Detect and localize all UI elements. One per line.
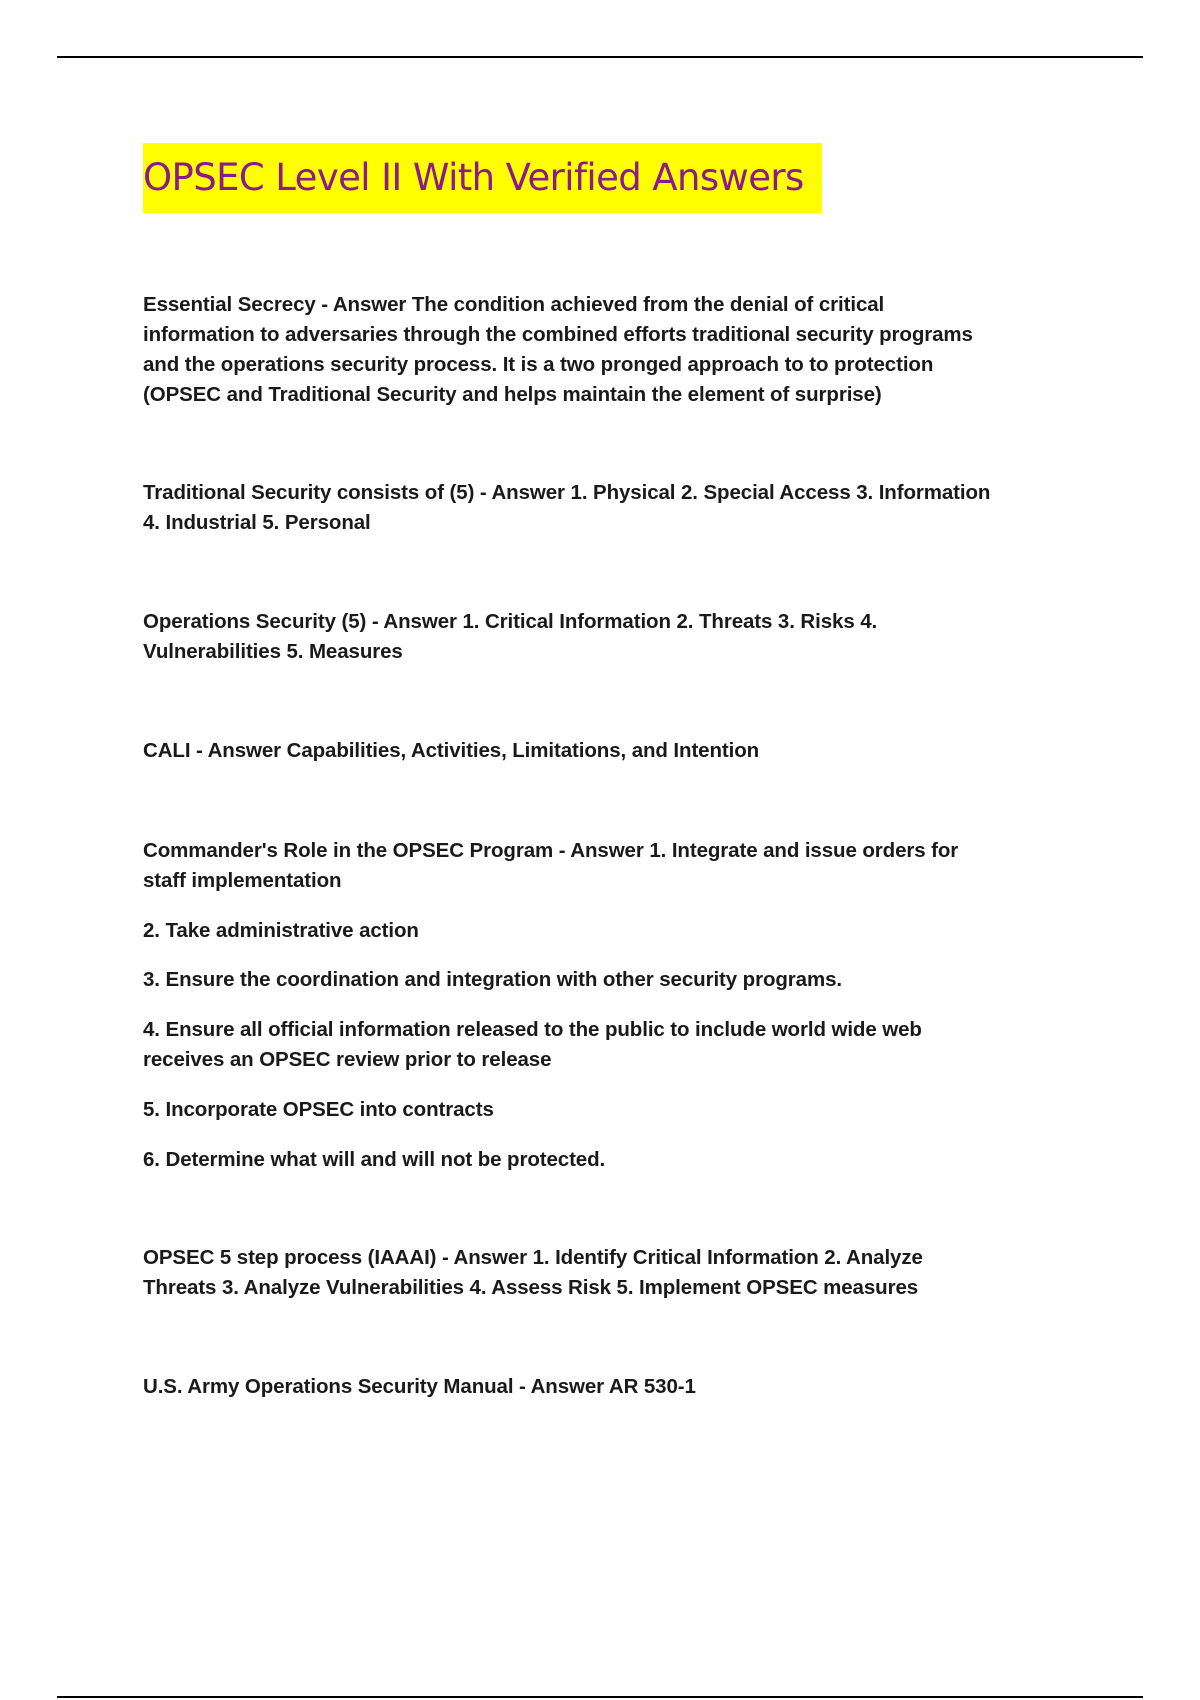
qa-paragraph <box>143 836 958 896</box>
paragraph-line: 6. Determine what will and will not be protected. <box>143 1148 606 1171</box>
paragraph-line: U.S. Army Operations Security Manual - Answer AR 530-1 <box>143 1375 696 1398</box>
paragraph-line: staff implementation <box>143 869 342 892</box>
paragraph-line: Vulnerabilities 5. Measures <box>143 640 403 663</box>
qa-paragraph <box>143 1243 923 1303</box>
qa-paragraph <box>143 965 842 995</box>
paragraph-line: (OPSEC and Traditional Security and helps maintain the element of surprise) <box>143 383 882 406</box>
document-title: OPSEC Level II With Verified Answers <box>143 143 822 213</box>
paragraph-line: and the operations security process. It is a two pronged approach to to protection <box>143 353 934 376</box>
paragraph-line: 2. Take administrative action <box>143 919 419 942</box>
paragraph-line: information to adversaries through the combined efforts traditional security programs <box>143 323 973 346</box>
qa-paragraph <box>143 1372 696 1402</box>
paragraph-line: Threats 3. Analyze Vulnerabilities 4. Assess Risk 5. Implement OPSEC measures <box>143 1276 919 1299</box>
paragraph-line: OPSEC 5 step process (IAAAI) - Answer 1. Identify Critical Information 2. Analyze <box>143 1246 923 1269</box>
qa-paragraph <box>143 1015 922 1075</box>
paragraph-line: 4. Industrial 5. Personal <box>143 511 371 534</box>
paragraph-line: Traditional Security consists of (5) - Answer 1. Physical 2. Special Access 3. Information <box>143 481 991 504</box>
qa-paragraph <box>143 736 759 766</box>
qa-paragraph <box>143 1095 494 1125</box>
paragraph-line: Essential Secrecy - Answer The condition achieved from the denial of critical <box>143 293 885 316</box>
paragraph-line: receives an OPSEC review prior to release <box>143 1048 552 1071</box>
qa-paragraph <box>143 916 419 946</box>
bottom-rule <box>57 1696 1143 1698</box>
qa-paragraph <box>143 290 973 410</box>
paragraph-line: CALI - Answer Capabilities, Activities, Limitations, and Intention <box>143 739 760 762</box>
paragraph-line: 5. Incorporate OPSEC into contracts <box>143 1098 494 1121</box>
paragraph-line: 3. Ensure the coordination and integration with other security programs. <box>143 968 843 991</box>
qa-paragraph <box>143 478 990 538</box>
top-rule <box>57 56 1143 58</box>
paragraph-line: Commander's Role in the OPSEC Program - Answer 1. Integrate and issue orders for <box>143 839 959 862</box>
qa-paragraph <box>143 1145 605 1175</box>
paragraph-line: 4. Ensure all official information released to the public to include world wide web <box>143 1018 922 1041</box>
paragraph-line: Operations Security (5) - Answer 1. Critical Information 2. Threats 3. Risks 4. <box>143 610 878 633</box>
qa-paragraph <box>143 607 877 667</box>
